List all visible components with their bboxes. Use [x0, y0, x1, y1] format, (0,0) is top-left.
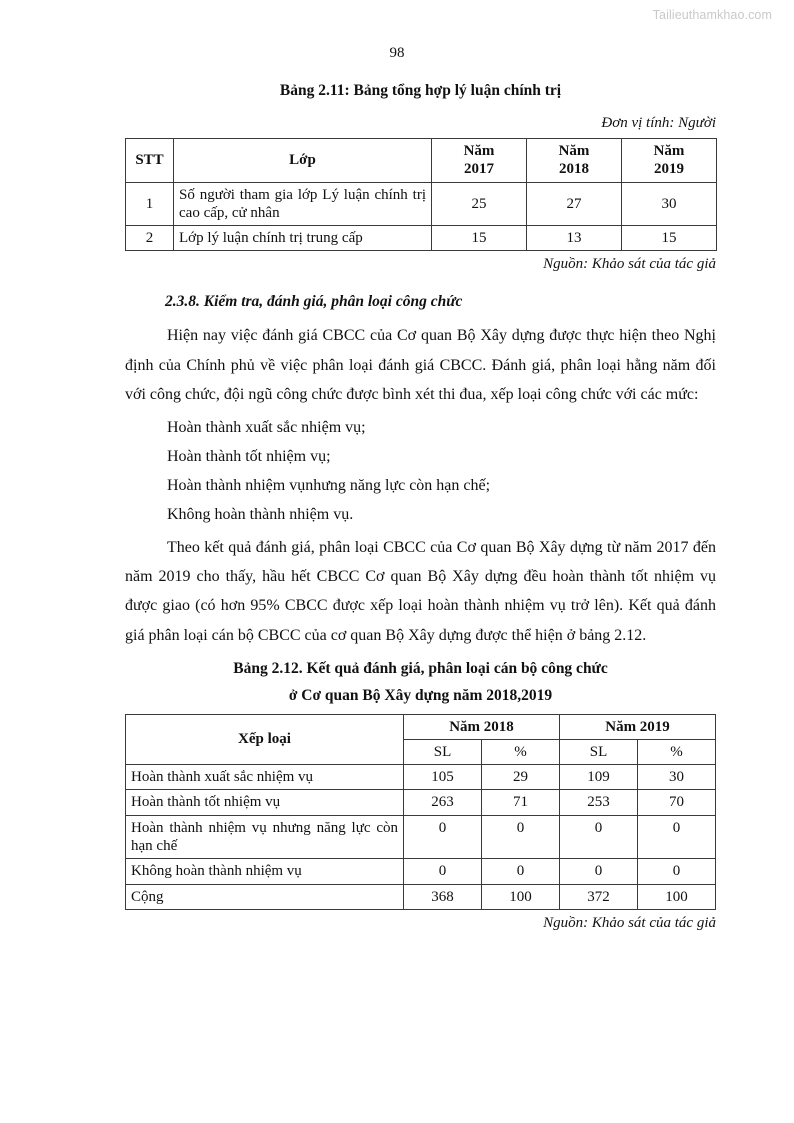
table-212-header-pct-2019: % [638, 739, 716, 764]
cell-sl-2018: 0 [404, 815, 482, 859]
table-211-header-stt: STT [126, 138, 174, 182]
paragraph-results: Theo kết quả đánh giá, phân loại CBCC của Cơ quan Bộ Xây dựng từ năm 2017 đến năm 2019 cho thấy, hầu hết CBCC Cơ quan Bộ Xây dựng đều hoàn thành tốt nhiệm vụ được giao (có hơn 95% CBCC được xếp loại hoàn thành nhiệm vụ trở lên). Kết quả đánh giá phân loại cán bộ CBCC của cơ quan Bộ Xây dựng được thể hiện ở bảng 2.12. [125, 539, 716, 644]
table-211-header-year-2018 [527, 138, 622, 182]
cell-sl-2019: 0 [560, 815, 638, 859]
table-212-header-xeploai: Xếp loại [126, 714, 404, 765]
cell-lop: Số người tham gia lớp Lý luận chính trị cao cấp, cử nhân [174, 182, 432, 226]
cell-lop: Lớp lý luận chính trị trung cấp [174, 226, 432, 251]
cell-2018: 13 [527, 226, 622, 251]
header-year-value: 2018 [559, 161, 589, 178]
cell-pct-2019: 70 [638, 790, 716, 815]
cell-pct-2018: 100 [482, 884, 560, 909]
header-year-value: 2017 [464, 161, 494, 178]
cell-sl-2018: 368 [404, 884, 482, 909]
page-number: 98 [389, 45, 405, 61]
cell-pct-2018: 71 [482, 790, 560, 815]
table-row [126, 182, 717, 226]
table-212-header-pct-2018: % [482, 739, 560, 764]
list-item: Không hoàn thành nhiệm vụ. [167, 506, 354, 524]
table-212-header-sl-2018: SL [404, 739, 482, 764]
cell-sl-2019: 253 [560, 790, 638, 815]
watermark-text: Tailieuthamkhao.com [652, 8, 772, 22]
table-211-header-year-2017 [432, 138, 527, 182]
cell-2019: 15 [622, 226, 717, 251]
cell-label: Cộng [126, 884, 404, 909]
table-211-source-note: Nguồn: Khảo sát của tác giả [543, 256, 716, 273]
table-211-header-year-2019 [622, 138, 717, 182]
cell-sl-2018: 0 [404, 859, 482, 884]
table-211-caption: Bảng 2.11: Bảng tổng hợp lý luận chính trị [279, 82, 562, 99]
paragraph-intro: Hiện nay việc đánh giá CBCC của Cơ quan Bộ Xây dựng được thực hiện theo Nghị định của Chính phủ về việc phân loại đánh giá CBCC. Đánh giá, phân loại hằng năm đối với công chức, đội ngũ công chức được bình xét thi đua, xếp loại công chức với các mức: [125, 327, 716, 403]
cell-sl-2018: 105 [404, 765, 482, 790]
cell-stt: 1 [126, 182, 174, 226]
cell-label: Hoàn thành nhiệm vụ nhưng năng lực còn hạn chế [126, 815, 404, 859]
list-item: Hoàn thành xuất sắc nhiệm vụ; [167, 418, 366, 436]
cell-pct-2018: 0 [482, 815, 560, 859]
table-212-header-row-top [126, 714, 716, 739]
table-211-header-lop: Lớp [174, 138, 432, 182]
cell-pct-2019: 0 [638, 815, 716, 859]
cell-sl-2018: 263 [404, 790, 482, 815]
cell-sl-2019: 0 [560, 859, 638, 884]
header-year-label: Năm [558, 142, 590, 159]
table-212-caption-line1: Bảng 2.12. Kết quả đánh giá, phân loại cán bộ công chức [233, 659, 608, 677]
header-year-value: 2019 [654, 161, 684, 178]
cell-pct-2018: 29 [482, 765, 560, 790]
table-211-unit-note: Đơn vị tính: Người [601, 115, 716, 132]
cell-stt: 2 [126, 226, 174, 251]
cell-pct-2018: 0 [482, 859, 560, 884]
table-212-header-nam2019: Năm 2019 [560, 714, 716, 739]
table-212-caption-line2: ở Cơ quan Bộ Xây dựng năm 2018,2019 [288, 687, 553, 705]
cell-2017: 25 [432, 182, 527, 226]
cell-2019: 30 [622, 182, 717, 226]
list-item: Hoàn thành tốt nhiệm vụ; [167, 447, 331, 465]
table-row [126, 790, 716, 815]
cell-pct-2019: 0 [638, 859, 716, 884]
cell-2017: 15 [432, 226, 527, 251]
cell-sl-2019: 372 [560, 884, 638, 909]
table-211-header-row [126, 138, 717, 182]
cell-sl-2019: 109 [560, 765, 638, 790]
table-212-header-sl-2019: SL [560, 739, 638, 764]
table-212-header-nam2018: Năm 2018 [404, 714, 560, 739]
table-row [126, 765, 716, 790]
cell-label: Hoàn thành tốt nhiệm vụ [126, 790, 404, 815]
table-row [126, 859, 716, 884]
table-212-source-note: Nguồn: Khảo sát của tác giả [543, 914, 716, 931]
section-heading-238: 2.3.8. Kiểm tra, đánh giá, phân loại công chức [165, 292, 463, 310]
cell-pct-2019: 30 [638, 765, 716, 790]
cell-pct-2019: 100 [638, 884, 716, 909]
header-year-label: Năm [653, 142, 685, 159]
cell-label: Hoàn thành xuất sắc nhiệm vụ [126, 765, 404, 790]
cell-label: Không hoàn thành nhiệm vụ [126, 859, 404, 884]
table-row [126, 815, 716, 859]
page-content [125, 80, 716, 933]
table-row [126, 226, 717, 251]
table-211 [125, 138, 717, 251]
table-row-total [126, 884, 716, 909]
list-item: Hoàn thành nhiệm vụnhưng năng lực còn hạn chế; [167, 476, 491, 494]
header-year-label: Năm [463, 142, 495, 159]
cell-2018: 27 [527, 182, 622, 226]
table-212 [125, 714, 716, 910]
